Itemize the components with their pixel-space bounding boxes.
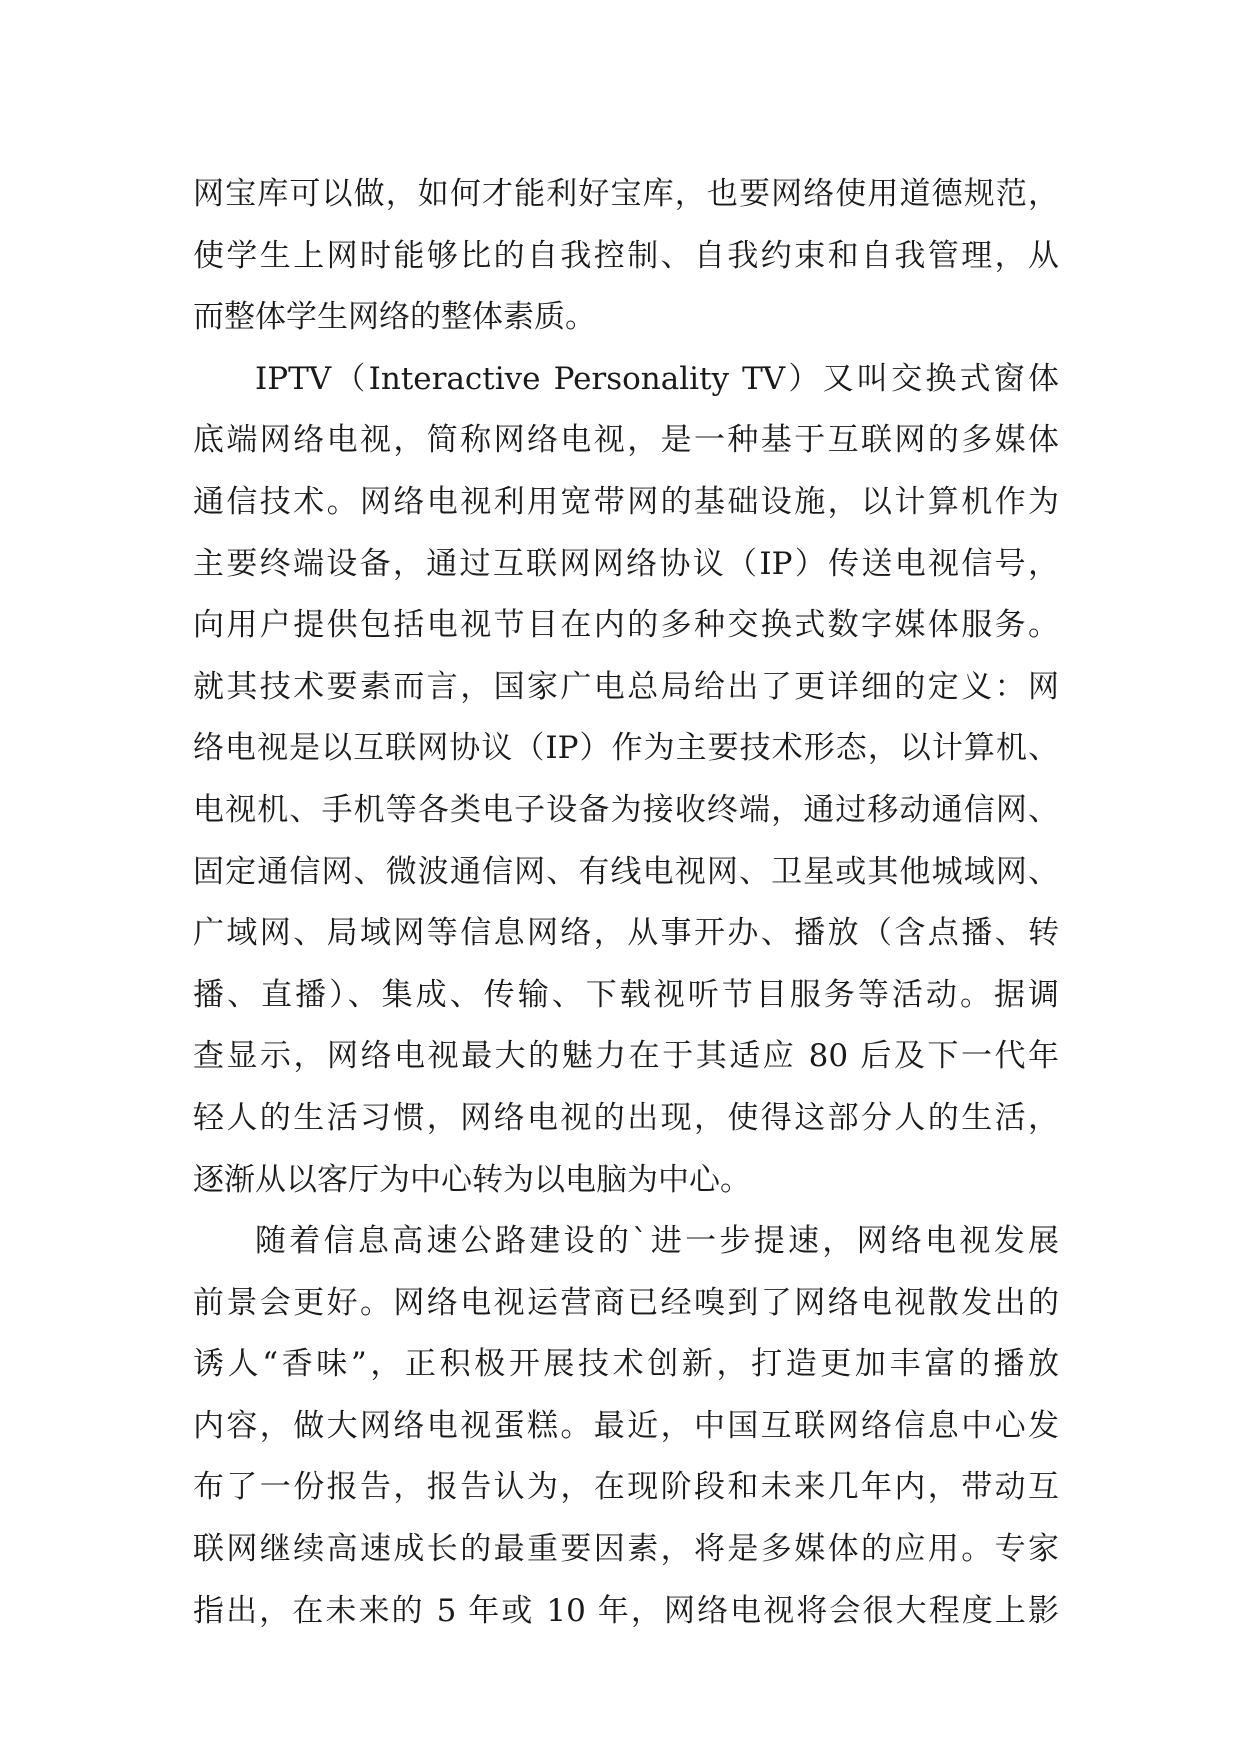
text-line: 诱人“香味”，正积极开展技术创新，打造更加丰富的播放 [193,1346,1059,1383]
text-line: 通信技术。网络电视利用宽带网的基础设施，以计算机作为 [193,483,1059,520]
text-line: 逐渐从以客厅为中心转为以电脑为中心。 [193,1161,751,1198]
text-line: 随着信息高速公路建设的`进一步提速，网络电视发展 [255,1223,1059,1260]
text-line: 广域网、局域网等信息网络，从事开办、播放（含点播、转 [193,915,1059,952]
paragraph-2 [193,349,1059,1211]
text-line: 指出，在未来的 5 年或 10 年，网络电视将会很大程度上影 [193,1592,1059,1629]
text-line: 轻人的生活习惯，网络电视的出现，使得这部分人的生活， [193,1099,1059,1136]
paragraph-3 [193,1211,1059,1642]
text-line: 络电视是以互联网协议（IP）作为主要技术形态，以计算机、 [193,730,1059,767]
text-line: 查显示，网络电视最大的魅力在于其适应 80 后及下一代年 [193,1038,1059,1075]
text-line: 布了一份报告，报告认为，在现阶段和未来几年内，带动互 [193,1469,1059,1506]
text-line: 而整体学生网络的整体素质。 [193,299,596,336]
text-line: 播、直播）、集成、传输、下载视听节目服务等活动。据调 [193,976,1059,1013]
text-line: 主要终端设备，通过互联网网络协议（IP）传送电视信号， [193,545,1059,582]
text-line: 联网继续高速成长的最重要因素，将是多媒体的应用。专家 [193,1531,1059,1568]
text-line: 网宝库可以做，如何才能利好宝库，也要网络使用道德规范， [193,176,1059,212]
text-line: 内容，做大网络电视蛋糕。最近，中国互联网络信息中心发 [193,1407,1059,1444]
body-text [193,164,1059,1642]
text-line: 就其技术要素而言，国家广电总局给出了更详细的定义：网 [193,668,1059,705]
text-line: 底端网络电视，简称网络电视，是一种基于互联网的多媒体 [193,422,1059,459]
text-line: IPTV（Interactive Personality TV）又叫交换式窗体 [255,360,1059,397]
text-line: 电视机、手机等各类电子设备为接收终端，通过移动通信网、 [193,791,1059,828]
text-line: 使学生上网时能够比的自我控制、自我约束和自我管理，从 [193,237,1059,274]
text-line: 向用户提供包括电视节目在内的多种交换式数字媒体服务。 [193,607,1059,644]
text-line: 固定通信网、微波通信网、有线电视网、卫星或其他城域网、 [193,853,1059,890]
paragraph-1 [193,164,1059,349]
text-line: 前景会更好。网络电视运营商已经嗅到了网络电视散发出的 [193,1284,1059,1321]
